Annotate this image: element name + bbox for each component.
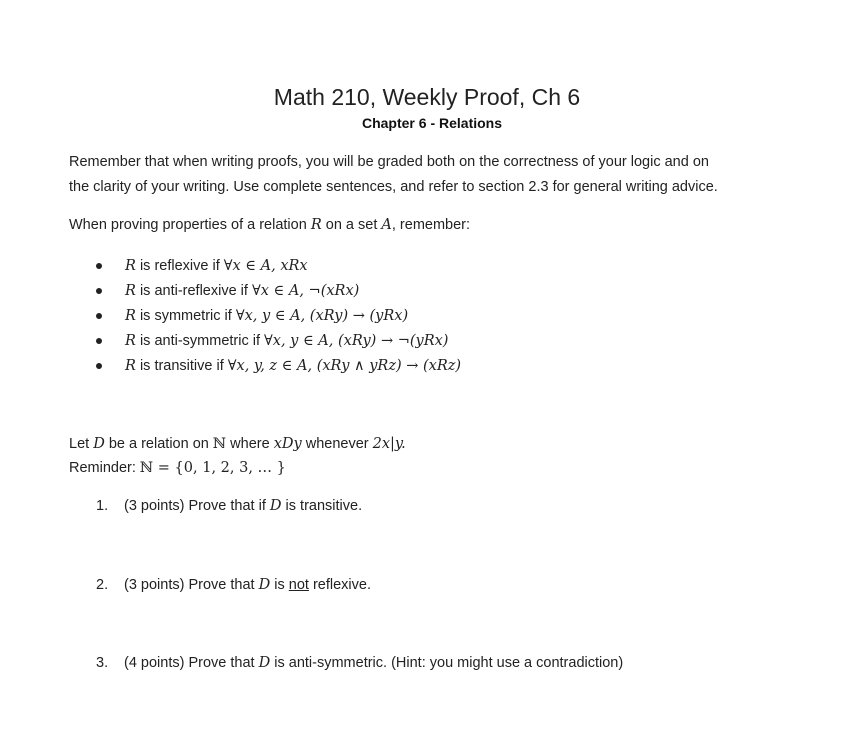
problem-number: 2. bbox=[96, 577, 109, 593]
problem-text: (4 points) Prove that bbox=[124, 655, 259, 671]
bullet-icon bbox=[96, 363, 102, 369]
property-var: R bbox=[125, 308, 136, 324]
properties-intro-text: When proving properties of a relation bbox=[69, 217, 311, 233]
intro-line-2: the clarity of your writing. Use complete sentences, and refer to section 2.3 for general writing advice. bbox=[69, 179, 718, 195]
property-transitive bbox=[96, 355, 461, 380]
property-var: R bbox=[125, 258, 136, 274]
property-formula: ∀x, y, z ∈ A, (xRy ∧ yRz) → (xRz) bbox=[227, 358, 462, 374]
problem-3 bbox=[96, 655, 623, 671]
problem-2 bbox=[96, 577, 371, 593]
properties-list bbox=[96, 255, 461, 380]
property-text: is anti-reflexive if bbox=[135, 283, 252, 299]
definition-whenever: whenever bbox=[301, 436, 373, 452]
definition-let: Let bbox=[69, 436, 94, 452]
property-anti-reflexive bbox=[96, 280, 461, 305]
bullet-icon bbox=[96, 338, 102, 344]
problem-1 bbox=[96, 498, 362, 514]
definition-line bbox=[69, 432, 799, 456]
naturals-symbol: ℕ bbox=[212, 436, 227, 452]
problem-text-end: is transitive. bbox=[281, 498, 363, 514]
problem-number: 3. bbox=[96, 655, 109, 671]
problem-var: D bbox=[258, 655, 271, 671]
reminder-label: Reminder: bbox=[69, 460, 140, 476]
page-title: Math 210, Weekly Proof, Ch 6 bbox=[273, 84, 581, 110]
problem-number: 1. bbox=[96, 498, 109, 514]
problem-var: D bbox=[269, 498, 282, 514]
problem-text-end: is anti-symmetric. (Hint: you might use a contradiction) bbox=[270, 655, 624, 671]
definition-be: be a relation on bbox=[104, 436, 213, 452]
property-text: is reflexive if bbox=[135, 258, 224, 274]
set-symbol-a: A bbox=[381, 217, 392, 233]
definition-condition: 2x|y. bbox=[372, 436, 406, 452]
property-var: R bbox=[125, 283, 136, 299]
problem-text-mid: is bbox=[270, 577, 289, 593]
problem-var: D bbox=[258, 577, 271, 593]
property-symmetric bbox=[96, 305, 461, 330]
reminder-line bbox=[69, 456, 799, 480]
bullet-icon bbox=[96, 288, 102, 294]
chapter-subtitle: Chapter 6 - Relations bbox=[361, 115, 503, 131]
properties-intro-end: , remember: bbox=[391, 217, 471, 233]
problem-emphasis: not bbox=[288, 577, 309, 593]
intro-paragraph bbox=[69, 150, 799, 200]
property-text: is anti-symmetric if bbox=[135, 333, 265, 349]
definition-xdy: xDy bbox=[273, 436, 302, 452]
relation-definition bbox=[69, 432, 799, 480]
bullet-icon bbox=[96, 313, 102, 319]
bullet-icon bbox=[96, 263, 102, 269]
problem-text: (3 points) Prove that if bbox=[124, 498, 270, 514]
property-formula: ∀x, y ∈ A, (xRy) → ¬(yRx) bbox=[264, 333, 449, 349]
property-text: is symmetric if bbox=[135, 308, 236, 324]
property-reflexive bbox=[96, 255, 461, 280]
property-formula: ∀x, y ∈ A, (xRy) → (yRx) bbox=[235, 308, 409, 324]
definition-where: where bbox=[226, 436, 274, 452]
property-text: is transitive if bbox=[135, 358, 228, 374]
property-var: R bbox=[125, 333, 136, 349]
intro-line-1: Remember that when writing proofs, you will be graded both on the correctness of your logic and on bbox=[69, 154, 709, 170]
property-formula: ∀x ∈ A, ¬(xRx) bbox=[251, 283, 360, 299]
reminder-formula: ℕ = {0, 1, 2, 3, … } bbox=[139, 460, 286, 476]
property-anti-symmetric bbox=[96, 330, 461, 355]
property-var: R bbox=[125, 358, 136, 374]
properties-intro-middle: on a set bbox=[321, 217, 382, 233]
property-formula: ∀x ∈ A, xRx bbox=[223, 258, 308, 274]
problem-text: (3 points) Prove that bbox=[124, 577, 259, 593]
relation-symbol-d: D bbox=[93, 436, 105, 452]
relation-symbol-r: R bbox=[310, 217, 322, 233]
properties-intro bbox=[69, 213, 799, 238]
problem-text-end: reflexive. bbox=[308, 577, 371, 593]
